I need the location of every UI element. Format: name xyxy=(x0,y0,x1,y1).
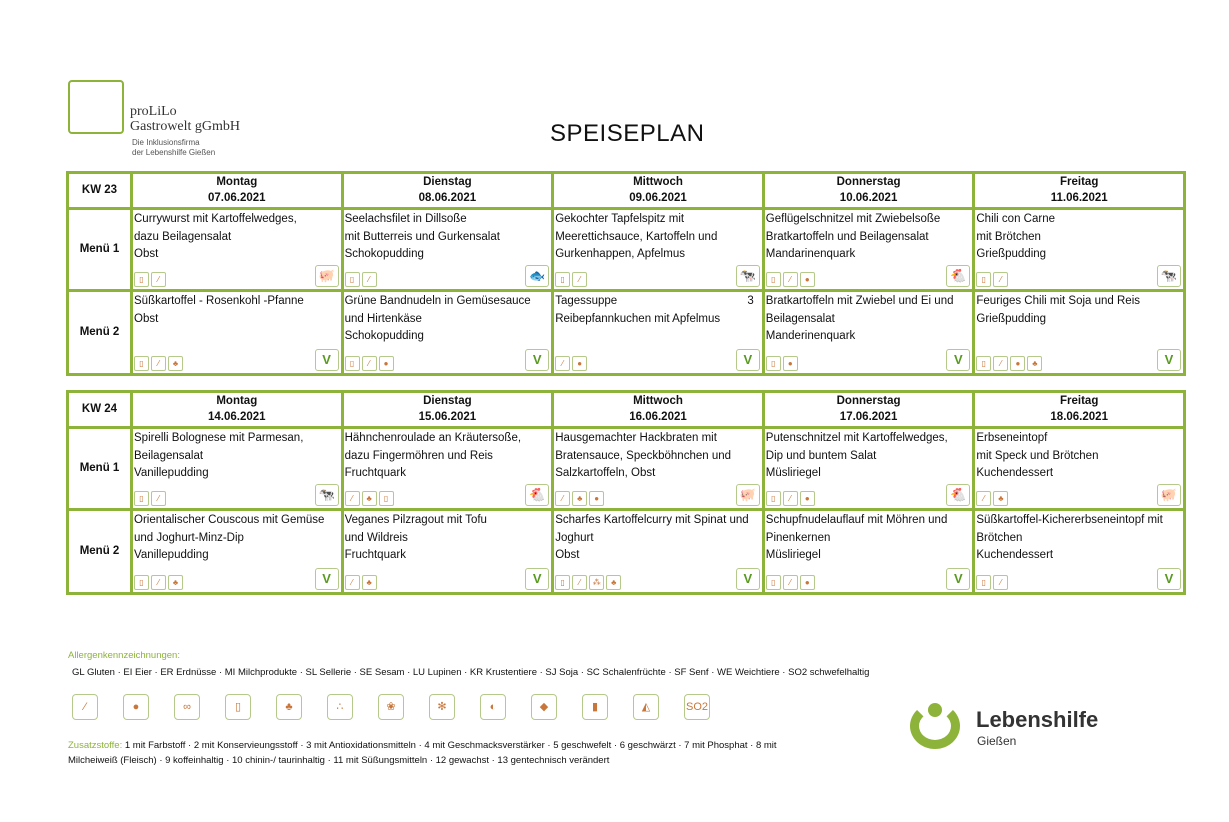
pig-icon: 🐖 xyxy=(1157,484,1181,506)
celery-icon: ♣ xyxy=(572,491,587,506)
vegan-icon: V xyxy=(525,568,549,590)
milk-icon: ▯ xyxy=(134,575,149,590)
gluten-icon: ⁄ xyxy=(151,272,166,287)
allergen-icons xyxy=(345,575,377,590)
egg-icon: ● xyxy=(800,491,815,506)
vegetarian-icon: V xyxy=(946,568,970,590)
dish-text: Bratkartoffeln mit Zwiebel und Ei und Beilagensalat Manderinenquark xyxy=(765,295,954,342)
menu-cell xyxy=(974,291,1185,375)
cow-icon: 🐄 xyxy=(736,265,760,287)
dish-text: Chili con Carne mit Brötchen Grießpudding xyxy=(976,213,1055,260)
day-name: Donnerstag xyxy=(836,395,901,407)
menu1-label: Menü 1 xyxy=(68,209,132,291)
gluten-icon: ⁄ xyxy=(555,491,570,506)
menu-cell xyxy=(342,428,553,510)
allergen-icons xyxy=(134,491,166,506)
gluten-icon: ⁄ xyxy=(572,272,587,287)
brand-city: Gießen xyxy=(977,734,1017,748)
day-name: Dienstag xyxy=(423,395,472,407)
allergen-icons xyxy=(976,575,1008,590)
gluten-icon: ⁄ xyxy=(783,272,798,287)
egg-icon: ● xyxy=(783,356,798,371)
egg-icon: ● xyxy=(379,356,394,371)
pig-icon: 🐖 xyxy=(315,265,339,287)
dish-text: Putenschnitzel mit Kartoffelwedges, Dip und buntem Salat Müsliriegel xyxy=(765,432,948,479)
milk-icon: ▯ xyxy=(134,491,149,506)
vegetarian-icon: V xyxy=(946,349,970,371)
brand-name: Lebenshilfe xyxy=(976,707,1099,732)
additives-label: Zusatzstoffe: xyxy=(68,740,123,751)
day-header-mon xyxy=(132,392,343,428)
menu-cell xyxy=(974,428,1185,510)
allergen-icons xyxy=(134,575,183,590)
mustard-icon: ⁂ xyxy=(589,575,604,590)
milk-icon: ▯ xyxy=(134,356,149,371)
gluten-icon: ⁄ xyxy=(362,272,377,287)
menu-cell xyxy=(553,428,764,510)
allergen-icons xyxy=(976,491,1008,506)
milk-icon: ▯ xyxy=(134,272,149,287)
allergen-icons xyxy=(345,491,394,506)
dish-text: Feuriges Chili mit Soja und Reis Grießpudding xyxy=(976,295,1140,325)
milk-icon: ▯ xyxy=(555,575,570,590)
lebenshilfe-logo-dot xyxy=(928,703,942,717)
logo-name-line1: proLiLo xyxy=(130,104,177,119)
allergen-icons xyxy=(766,356,798,371)
soy-icon: ◐ xyxy=(480,694,506,720)
day-header-fri xyxy=(974,173,1185,209)
vegetarian-icon: V xyxy=(315,349,339,371)
day-name: Mittwoch xyxy=(633,176,683,188)
vegetarian-icon: V xyxy=(736,568,760,590)
milk-icon: ▯ xyxy=(766,575,781,590)
menu-cell xyxy=(553,291,764,375)
dish-text: Currywurst mit Kartoffelwedges, dazu Beilagensalat Obst xyxy=(134,213,297,260)
gluten-icon: ⁄ xyxy=(72,694,98,720)
gluten-icon: ⁄ xyxy=(783,575,798,590)
logo-subtitle xyxy=(132,138,215,158)
menu-cell xyxy=(132,428,343,510)
day-name: Montag xyxy=(216,395,258,407)
egg-icon: ● xyxy=(123,694,149,720)
chicken-icon: 🐔 xyxy=(946,265,970,287)
milk-icon: ▯ xyxy=(766,491,781,506)
peanut-icon: ∞ xyxy=(174,694,200,720)
allergen-icons xyxy=(555,356,587,371)
gluten-icon: ⁄ xyxy=(993,272,1008,287)
gluten-icon: ⁄ xyxy=(345,575,360,590)
egg-icon: ● xyxy=(800,272,815,287)
gluten-icon: ⁄ xyxy=(345,491,360,506)
vegetarian-icon: V xyxy=(1157,568,1181,590)
gluten-icon: ⁄ xyxy=(151,356,166,371)
additive-number: 3 xyxy=(747,295,754,307)
milk-icon: ▯ xyxy=(345,272,360,287)
chicken-icon: 🐔 xyxy=(525,484,549,506)
menu2-label: Menü 2 xyxy=(68,291,132,375)
prolilo-logo-icon xyxy=(68,80,124,134)
celery-icon: ♣ xyxy=(168,356,183,371)
day-date: 18.06.2021 xyxy=(1050,410,1108,423)
allergen-icons xyxy=(766,491,815,506)
day-header-wed xyxy=(553,392,764,428)
week-table-kw24 xyxy=(66,390,1186,595)
egg-icon: ● xyxy=(589,491,604,506)
menu-cell xyxy=(553,510,764,594)
allergen-icons xyxy=(345,356,394,371)
allergen-legend-icons xyxy=(72,694,710,720)
gluten-icon: ⁄ xyxy=(151,491,166,506)
gluten-icon: ⁄ xyxy=(572,575,587,590)
sesame-icon: ∴ xyxy=(327,694,353,720)
allergen-legend-title: Allergenkennzeichnungen: xyxy=(68,650,180,661)
dish-text: Gekochter Tapfelspitz mit Meerettichsauce, Kartoffeln und Gurkenhappen, Apfelmus xyxy=(555,213,718,260)
pig-icon: 🐖 xyxy=(736,484,760,506)
milk-icon: ▯ xyxy=(345,356,360,371)
menu-cell xyxy=(132,291,343,375)
mustard-icon: ▮ xyxy=(582,694,608,720)
milk-icon: ▯ xyxy=(766,356,781,371)
logo-name xyxy=(130,104,240,134)
allergen-icons xyxy=(766,575,815,590)
day-name: Mittwoch xyxy=(633,395,683,407)
vegetarian-icon: V xyxy=(1157,349,1181,371)
fish-icon: 🐟 xyxy=(525,265,549,287)
celery-icon: ♣ xyxy=(1027,356,1042,371)
gluten-icon: ⁄ xyxy=(993,575,1008,590)
egg-icon: ● xyxy=(572,356,587,371)
menu-cell xyxy=(132,209,343,291)
menu-cell xyxy=(974,209,1185,291)
menu2-label: Menü 2 xyxy=(68,510,132,594)
dish-text: Erbseneintopf mit Speck und Brötchen Kuchendessert xyxy=(976,432,1099,479)
celery-icon: ♣ xyxy=(276,694,302,720)
allergen-icons xyxy=(134,356,183,371)
crustacean-icon: ✻ xyxy=(429,694,455,720)
lupin-icon: ❀ xyxy=(378,694,404,720)
dish-text: Seelachsfilet in Dillsoße mit Butterreis und Gurkensalat Schokopudding xyxy=(344,213,500,260)
logo-sub-line2: der Lebenshilfe Gießen xyxy=(132,148,216,157)
menu1-label: Menü 1 xyxy=(68,428,132,510)
prolilo-logo xyxy=(68,80,278,164)
gluten-icon: ⁄ xyxy=(976,491,991,506)
celery-icon: ♣ xyxy=(362,491,377,506)
dish-text: Spirelli Bolognese mit Parmesan, Beilagensalat Vanillepudding xyxy=(134,432,304,479)
day-date: 16.06.2021 xyxy=(629,410,687,423)
milk-icon: ▯ xyxy=(225,694,251,720)
allergen-legend-text: GL Gluten · EI Eier · ER Erdnüsse · MI Milchprodukte · SL Sellerie · SE Sesam · LU Lupinen · KR Krustentiere · SJ Soja · SC Schalenfrüchte · SF Senf · WE Weichtiere · SO2 schwefelhaltig xyxy=(72,667,870,678)
week-table-kw23 xyxy=(66,171,1186,376)
logo-name-line2: Gastrowelt gGmbH xyxy=(130,119,241,134)
vegan-icon: V xyxy=(736,349,760,371)
gluten-icon: ⁄ xyxy=(555,356,570,371)
dish-text: Scharfes Kartoffelcurry mit Spinat und Joghurt Obst xyxy=(555,514,749,561)
dish-text: Veganes Pilzragout mit Tofu und Wildreis Fruchtquark xyxy=(344,514,487,561)
dish-text: Hausgemachter Hackbraten mit Bratensauce, Speckböhnchen und Salzkartoffeln, Obst xyxy=(555,432,732,479)
egg-icon: ● xyxy=(1010,356,1025,371)
allergen-icons xyxy=(976,272,1008,287)
day-header-wed xyxy=(553,173,764,209)
so2-icon: SO2 xyxy=(684,694,710,720)
day-header-tue xyxy=(342,392,553,428)
day-name: Freitag xyxy=(1060,395,1099,407)
celery-icon: ♣ xyxy=(606,575,621,590)
day-date: 14.06.2021 xyxy=(208,410,266,423)
day-date: 10.06.2021 xyxy=(839,191,898,204)
milk-icon: ▯ xyxy=(766,272,781,287)
allergen-icons xyxy=(976,356,1042,371)
vegetarian-icon: V xyxy=(315,568,339,590)
day-name: Dienstag xyxy=(423,176,472,188)
menu-cell xyxy=(342,510,553,594)
gluten-icon: ⁄ xyxy=(362,356,377,371)
day-date: 15.06.2021 xyxy=(418,410,477,423)
menu-cell xyxy=(763,291,974,375)
menu-cell xyxy=(763,209,974,291)
day-header-thu xyxy=(763,173,974,209)
allergen-icons xyxy=(766,272,815,287)
milk-icon: ▯ xyxy=(976,272,991,287)
egg-icon: ● xyxy=(800,575,815,590)
dish-text: Geflügelschnitzel mit Zwiebelsoße Bratkartoffeln und Beilagensalat Mandarinenquark xyxy=(765,213,941,260)
allergen-icons xyxy=(555,575,621,590)
celery-icon: ♣ xyxy=(993,491,1008,506)
menu-cell xyxy=(974,510,1185,594)
day-header-tue xyxy=(342,173,553,209)
additives-text: 1 mit Farbstoff · 2 mit Konservieungsstoff · 3 mit Antioxidationsmitteln · 4 mit Geschmacksverstärker · 5 geschwefelt · 6 geschwärzt · 7 mit Phosphat · 8 mit Milcheiweiß (Fleisch) · 9 koffeinhaltig · 10 chinin-/ taurinhaltig · 11 mit Süßungsmitteln · 12 gewachst · 13 gentechnisch verändert xyxy=(68,740,777,766)
cow-icon: 🐄 xyxy=(315,484,339,506)
day-name: Donnerstag xyxy=(836,176,901,188)
allergen-icons xyxy=(555,272,587,287)
allergen-icons xyxy=(345,272,377,287)
gluten-icon: ⁄ xyxy=(783,491,798,506)
menu-cell xyxy=(342,291,553,375)
menu-cell xyxy=(763,428,974,510)
lebenshilfe-logo xyxy=(910,703,1110,755)
day-header-fri xyxy=(974,392,1185,428)
dish-text: Grüne Bandnudeln in Gemüsesauce und Hirtenkäse Schokopudding xyxy=(344,295,531,342)
vegetarian-icon: V xyxy=(525,349,549,371)
menu-cell xyxy=(342,209,553,291)
allergen-icons xyxy=(555,491,604,506)
day-date: 17.06.2021 xyxy=(839,410,898,423)
day-name: Montag xyxy=(216,176,258,188)
milk-icon: ▯ xyxy=(976,356,991,371)
mollusc-icon: ◭ xyxy=(633,694,659,720)
gluten-icon: ⁄ xyxy=(151,575,166,590)
nut-icon: ◆ xyxy=(531,694,557,720)
milk-icon: ▯ xyxy=(555,272,570,287)
menu-cell xyxy=(553,209,764,291)
week-label: KW 23 xyxy=(68,173,132,209)
dish-text: Süßkartoffel - Rosenkohl -Pfanne Obst xyxy=(134,295,304,325)
day-header-mon xyxy=(132,173,343,209)
day-date: 08.06.2021 xyxy=(418,191,477,204)
milk-icon: ▯ xyxy=(379,491,394,506)
page-title: SPEISEPLAN xyxy=(550,120,705,147)
day-date: 11.06.2021 xyxy=(1050,191,1108,204)
celery-icon: ♣ xyxy=(168,575,183,590)
cow-icon: 🐄 xyxy=(1157,265,1181,287)
celery-icon: ♣ xyxy=(362,575,377,590)
day-header-thu xyxy=(763,392,974,428)
day-date: 07.06.2021 xyxy=(208,191,266,204)
dish-text: Tagessuppe Reibepfannkuchen mit Apfelmus xyxy=(555,295,721,325)
day-date: 09.06.2021 xyxy=(629,191,687,204)
dish-text: Hähnchenroulade an Kräutersoße, dazu Fingermöhren und Reis Fruchtquark xyxy=(344,432,522,479)
chicken-icon: 🐔 xyxy=(946,484,970,506)
menu-cell xyxy=(132,510,343,594)
dish-text: Schupfnudelauflauf mit Möhren und Pinenkernen Müsliriegel xyxy=(765,514,948,561)
dish-text: Süßkartoffel-Kichererbseneintopf mit Brötchen Kuchendessert xyxy=(976,514,1163,561)
week-label: KW 24 xyxy=(68,392,132,428)
additives-legend xyxy=(68,738,828,768)
day-name: Freitag xyxy=(1060,176,1099,188)
logo-sub-line1: Die Inklusionsfirma xyxy=(132,138,200,147)
gluten-icon: ⁄ xyxy=(993,356,1008,371)
milk-icon: ▯ xyxy=(976,575,991,590)
allergen-icons xyxy=(134,272,166,287)
menu-cell xyxy=(763,510,974,594)
dish-text: Orientalischer Couscous mit Gemüse und Joghurt-Minz-Dip Vanillepudding xyxy=(134,514,325,561)
